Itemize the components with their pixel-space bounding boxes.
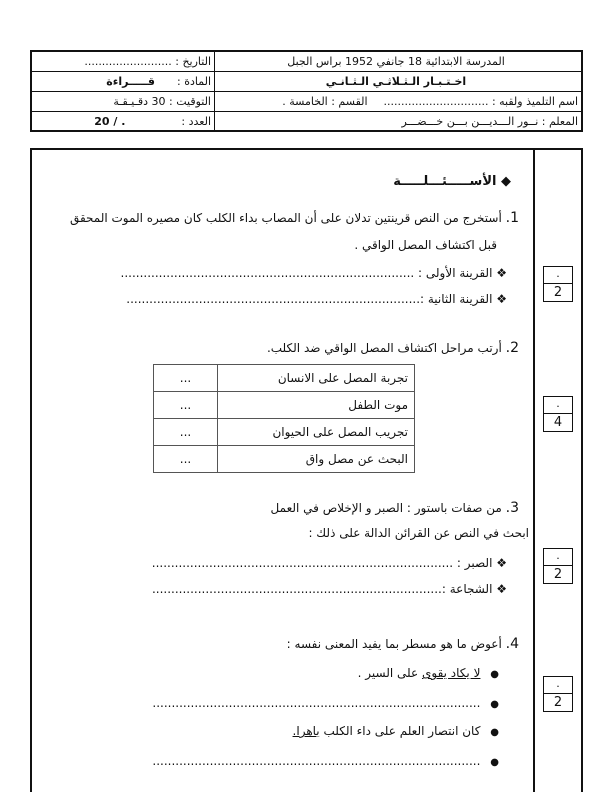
q3-text-line xyxy=(38,500,519,516)
questions-frame xyxy=(30,148,583,792)
student-class-row xyxy=(211,92,581,112)
bullet-icon: ● xyxy=(490,699,499,710)
header-right-column xyxy=(211,52,581,130)
q4-sentence-1-underlined: لا يكاد يقوى xyxy=(421,666,481,680)
total-score: 20 / . xyxy=(94,115,126,128)
score-box-q2-points: 4 xyxy=(553,415,563,430)
exam-title: اخـتـبـار الـثـلاثـي الـثـانـي xyxy=(211,72,581,92)
score-box-q1-dot: . xyxy=(544,267,572,284)
q1-text-line2: قبل اكتشاف المصل الواقي . xyxy=(354,238,497,252)
duration-label: التوقيت : 30 دقـيـقـة xyxy=(32,92,214,112)
table-row xyxy=(154,392,415,419)
order-step-blank[interactable]: ... xyxy=(154,446,218,473)
table-row xyxy=(154,419,415,446)
exam-header xyxy=(30,50,583,132)
q1-text: أستخرج من النص قرينتين تدلان على أن المصاب بداء الكلب كان مصيره الموت المحقق xyxy=(69,211,502,225)
q4-sentence-2-start: كان انتصار العلم على داء الكلب xyxy=(319,724,481,738)
ordering-table xyxy=(153,364,415,473)
q2-text-line xyxy=(38,340,519,356)
order-step-label: البحث عن مصل واق xyxy=(218,446,415,473)
q4-sentence-1-rest: على السير . xyxy=(357,666,422,680)
q3-number: 3. xyxy=(505,500,519,516)
score-column xyxy=(533,150,581,792)
subject-row xyxy=(32,72,214,92)
q4-answer-2-dots: ...................................................................................... xyxy=(152,754,481,768)
score-box-q4[interactable] xyxy=(543,676,573,712)
score-box-q3[interactable] xyxy=(543,548,573,584)
bullet-icon: ● xyxy=(490,669,499,680)
teacher-name: المعلم : نــور الـــديـــن بـــن خـــضـــر xyxy=(401,115,578,128)
subject-label: المادة : xyxy=(177,75,211,88)
q4-answer-1-dots: ...................................................................................... xyxy=(152,696,481,710)
order-step-label: تجربة المصل على الانسان xyxy=(218,365,415,392)
date-field[interactable]: التاريخ : ......................... xyxy=(32,52,214,72)
score-box-q1[interactable] xyxy=(543,266,573,302)
q1-answer-2[interactable]: ❖ القرينة الثانية :............................................................................. xyxy=(126,292,507,306)
table-row xyxy=(154,446,415,473)
q4-text-line xyxy=(38,636,519,652)
score-box-q2[interactable] xyxy=(543,396,573,432)
q3-text: من صفات باستور : الصبر و الإخلاص في العمل xyxy=(270,501,502,515)
table-row xyxy=(154,365,415,392)
score-box-q3-points: 2 xyxy=(553,567,563,582)
order-step-blank[interactable]: ... xyxy=(154,365,218,392)
q3-text-line2: ابحث في النص عن القرائن الدالة على ذلك : xyxy=(308,526,529,540)
bullet-icon: ● xyxy=(490,757,499,768)
score-box-q4-dot: . xyxy=(544,677,572,694)
q3-answer-1[interactable]: ❖ الصبر : ............................................................................... xyxy=(151,556,507,570)
student-name-field[interactable]: اسم التلميذ ولقبه : .............................. xyxy=(383,95,578,108)
score-box-q2-dot: . xyxy=(544,397,572,414)
order-step-label: تجريب المصل على الحيوان xyxy=(218,419,415,446)
q2-text: أرتب مراحل اكتشاف المصل الواقي ضد الكلب. xyxy=(266,341,502,355)
q3-answer-2[interactable]: ❖ الشجاعة :............................................................................ xyxy=(151,582,507,596)
q4-sentence-2-underlined: باهرا. xyxy=(292,724,320,738)
q1-number: 1. xyxy=(505,210,519,226)
header-left-column xyxy=(32,52,215,130)
order-step-blank[interactable]: ... xyxy=(154,419,218,446)
class-label: القسم : الخامسة . xyxy=(282,95,368,108)
q1-answer-1[interactable]: ❖ القرينة الأولى : ............................................................................. xyxy=(120,266,507,280)
order-step-blank[interactable]: ... xyxy=(154,392,218,419)
q4-answer-1[interactable] xyxy=(38,696,499,710)
score-row xyxy=(32,112,214,132)
school-name: المدرسة الابتدائية 18 جانفي 1952 براس الجبل xyxy=(211,52,581,72)
score-box-q4-points: 2 xyxy=(553,695,563,710)
questions-content xyxy=(38,150,529,792)
order-step-label: موت الطفل xyxy=(218,392,415,419)
score-label: العدد : xyxy=(181,115,211,128)
q1-text-line1 xyxy=(38,210,519,226)
questions-title: ◆ الأســـــئـــلـــــة xyxy=(393,174,511,189)
subject-value: قـــــراءة xyxy=(106,75,156,88)
q2-number: 2. xyxy=(505,340,519,356)
q4-text: أعوض ما هو مسطر بما يفيد المعنى نفسه : xyxy=(286,637,502,651)
bullet-icon: ● xyxy=(490,727,499,738)
score-box-q3-dot: . xyxy=(544,549,572,566)
q4-number: 4. xyxy=(505,636,519,652)
q4-answer-2[interactable] xyxy=(38,754,499,768)
q4-sentence-1 xyxy=(38,666,499,680)
score-box-q1-points: 2 xyxy=(553,285,563,300)
q4-sentence-2 xyxy=(38,724,499,738)
